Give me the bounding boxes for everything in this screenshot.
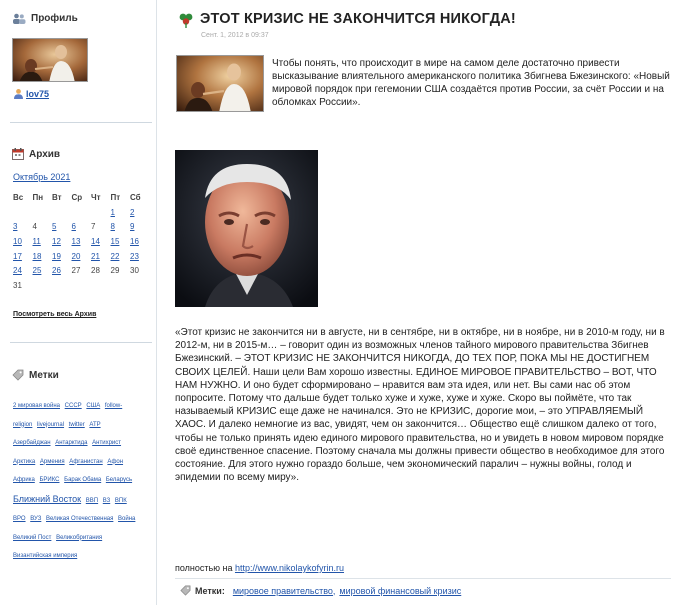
calendar-cell	[111, 263, 131, 278]
tag-link[interactable]: Великая Отечественная	[46, 516, 114, 522]
calendar-day-link[interactable]: 16	[130, 236, 139, 246]
calendar-weekday: Чт	[91, 192, 101, 202]
post-source	[175, 563, 344, 573]
tag-link[interactable]: Антарктида	[55, 440, 88, 446]
column-divider	[156, 0, 157, 605]
calendar-weekday-row	[13, 189, 150, 205]
tag-link[interactable]: follow-	[104, 403, 123, 409]
calendar-week	[13, 263, 150, 278]
calendar-cell	[72, 278, 92, 293]
calendar-cell	[33, 263, 53, 278]
post-tags	[180, 585, 461, 596]
calendar-cell	[52, 278, 72, 293]
calendar-month-link[interactable]: Октябрь 2021	[13, 172, 71, 182]
calendar-day-link[interactable]: 18	[32, 251, 42, 261]
tag-link[interactable]: Война	[118, 516, 136, 522]
calendar-cell	[13, 249, 33, 264]
calendar-day-link[interactable]: 12	[52, 236, 61, 246]
calendar-cell	[111, 249, 131, 264]
calendar-day-link[interactable]: 23	[130, 251, 139, 261]
calendar-cell	[33, 278, 53, 293]
tag-link[interactable]: США	[86, 403, 101, 409]
calendar-cell	[130, 278, 150, 293]
calendar-day-link[interactable]: 15	[110, 236, 120, 246]
calendar-cell	[13, 234, 33, 249]
calendar-day-link[interactable]: 20	[71, 251, 81, 261]
tag-link[interactable]: Великий Пост	[13, 534, 52, 541]
calendar-cell	[130, 249, 150, 264]
tag-cloud	[13, 397, 143, 566]
post-divider	[175, 578, 671, 579]
tags-heading	[12, 369, 59, 381]
sidebar-divider	[10, 342, 152, 343]
portrait-photo	[175, 150, 318, 307]
calendar-weekday: Пт	[110, 192, 121, 202]
calendar-cell	[72, 220, 92, 235]
people-icon	[12, 13, 26, 24]
calendar-week	[13, 249, 150, 264]
calendar-cell	[91, 220, 111, 235]
tag-link[interactable]: livejournal	[37, 421, 65, 428]
tag-link[interactable]: ВВП	[85, 497, 99, 504]
calendar-weekday: Ср	[71, 192, 83, 202]
calendar-cell	[52, 234, 72, 249]
calendar-cell	[130, 220, 150, 235]
tag-link[interactable]: Беларусь	[105, 477, 133, 483]
profile-heading	[12, 13, 78, 24]
tag-link[interactable]: Африка	[13, 477, 35, 483]
calendar-week	[13, 205, 150, 220]
calendar-day: 30	[130, 266, 139, 276]
tag-link[interactable]: twitter	[68, 421, 85, 428]
calendar-cell	[13, 220, 33, 235]
tag-link[interactable]: Великобритания	[56, 534, 103, 541]
calendar-cell	[130, 205, 150, 220]
calendar-day: 7	[91, 222, 96, 232]
calendar-cell	[52, 205, 72, 220]
post-date: Сент. 1, 2012 в 09:37	[201, 32, 269, 39]
calendar-cell	[91, 205, 111, 220]
archive-calendar	[13, 189, 150, 293]
calendar-day-link[interactable]: 22	[110, 251, 120, 261]
post-quote: «Этот кризис не закончится ни в августе, ни в сентябре, ни в октябре, ни в ноябре, ни в 2010-м году, ни в 2012-м, ни в 2015-м… – говорит один из возможных членов тайного мирового правительства Збигнев Бжезинский. – ЭТОТ КРИЗИС НЕ ЗАКОНЧИТСЯ НИКОГДА, ДО ТЕХ ПОР, ПОКА МЫ НЕ ДОСТИГНЕМ СВОИХ ЦЕЛЕЙ. Наши цели Вам хорошо известны. ЕДИНОЕ МИРОВОЕ ПРАВИТЕЛЬСТВО – ВОТ, ЧТО НАМ НУЖНО. И оно будет сформировано – нравится вам эта идея, или нет. Вы сами нас об этом попросите. Потому что дальше будет только хуже и хуже, хуже и хуже. Скоро вы поймёте, что так называемый КРИЗИС еще даже не начинался. Это не КРИЗИС, дорогие мои, – это УПРАВЛЯЕМЫЙ ХАОС. И далеко немногие из вас, увидят, чем он закончится… Общество ещё слишком далеко от того, чтобы не только принять идею единого мирового правительства, но и увидеть в новом мировом порядке своё единственное спасение. Поэтому сначала мы должны привести общество в необходимое для этого состояние. Для этого нужно гораздо больше, чем экономический паралич – нужны войны, голод и эпидемии по всему миру».	[175, 327, 665, 484]
calendar-day-link[interactable]: 17	[13, 251, 22, 261]
calendar-day-link[interactable]: 13	[71, 236, 81, 246]
calendar-day-link[interactable]: 2	[130, 207, 135, 217]
tag-link[interactable]: Барак Обама	[64, 477, 102, 483]
tag-link[interactable]: Византийская империя	[13, 553, 78, 559]
calendar-cell	[52, 263, 72, 278]
calendar-weekday: Сб	[130, 192, 141, 202]
calendar-day-link[interactable]: 19	[52, 251, 61, 261]
post-title[interactable]: ЭТОТ КРИЗИС НЕ ЗАКОНЧИТСЯ НИКОГДА!	[200, 11, 516, 27]
tag-link[interactable]: АТР	[89, 421, 101, 428]
tag-link[interactable]: religion	[13, 421, 33, 428]
sidebar	[0, 0, 156, 605]
calendar-cell	[13, 278, 33, 293]
calendar-cell	[91, 278, 111, 293]
calendar-cell	[33, 220, 53, 235]
username-link[interactable]: lov75	[26, 88, 50, 99]
tag-link[interactable]: Азербайджан	[13, 440, 51, 446]
calendar-cell	[72, 249, 92, 264]
user-icon	[13, 88, 24, 99]
calendar-cell	[111, 220, 131, 235]
calendar-cell	[111, 205, 131, 220]
tag-link[interactable]: Афон	[107, 458, 124, 465]
calendar-cell	[130, 234, 150, 249]
source-label: полностью на	[175, 563, 233, 573]
calendar-cell	[33, 234, 53, 249]
post-thumbnail	[176, 55, 264, 112]
view-all-archive-link[interactable]: Посмотреть весь Архив	[13, 311, 97, 318]
calendar-day-link[interactable]: 24	[13, 266, 22, 276]
calendar-day-link[interactable]: 21	[91, 251, 100, 261]
calendar-day-link[interactable]: 6	[71, 222, 76, 232]
calendar-day-link[interactable]: 5	[52, 222, 57, 232]
calendar-day-link[interactable]: 9	[130, 222, 135, 232]
calendar-day-link[interactable]: 1	[110, 207, 115, 217]
clover-icon	[178, 12, 194, 33]
calendar-week	[13, 278, 150, 293]
calendar-weekday: Вс	[13, 192, 24, 202]
avatar[interactable]	[12, 38, 88, 82]
calendar-cell	[91, 234, 111, 249]
archive-heading-label: Архив	[29, 148, 61, 160]
calendar-cell	[111, 234, 131, 249]
tag-link[interactable]: Ближний Восток	[13, 493, 82, 504]
source-link[interactable]: http://www.nikolaykofyrin.ru	[234, 563, 345, 573]
post-intro: Чтобы понять, что происходит в мире на самом деле достаточно привести высказывание влиятельного американского политика Збигнева Бжезинского: «Новый мировой порядок при гегемонии США создаётся против России, за счёт России и на обломках России».	[272, 58, 670, 108]
calendar-cell	[111, 278, 131, 293]
calendar-cell	[130, 263, 150, 278]
profile-user[interactable]	[13, 88, 49, 99]
calendar-day-link[interactable]: 10	[13, 236, 22, 246]
tag-link[interactable]: ВПК	[114, 497, 127, 504]
calendar-day-link[interactable]: 3	[13, 222, 18, 232]
post-tag-link[interactable]: мировое правительство,	[232, 585, 336, 596]
tag-link[interactable]: 2 мировая война	[13, 403, 60, 409]
tags-heading-label: Метки	[29, 369, 59, 381]
post-tags-label: Метки:	[195, 585, 225, 596]
post-tag-link[interactable]: мировой финансовый кризис	[339, 585, 462, 596]
calendar-cell	[13, 205, 33, 220]
calendar-day-link[interactable]: 26	[52, 266, 61, 276]
tag-link[interactable]: БРИКС	[39, 477, 60, 483]
tag-link[interactable]: Арктика	[13, 458, 36, 465]
calendar-day: 31	[13, 280, 22, 290]
calendar-cell	[33, 249, 53, 264]
calendar-cell	[52, 220, 72, 235]
calendar-week	[13, 220, 150, 235]
tag-icon	[12, 369, 24, 381]
sidebar-divider	[10, 122, 152, 123]
calendar-day-link[interactable]: 25	[32, 266, 42, 276]
tag-link[interactable]: ВЗ	[102, 497, 111, 504]
tag-link[interactable]: Армения	[39, 458, 65, 465]
calendar-day: 4	[32, 222, 37, 232]
profile-heading-label: Профиль	[31, 13, 78, 24]
tag-icon	[180, 585, 191, 596]
calendar-day: 28	[91, 266, 100, 276]
calendar-cell	[91, 263, 111, 278]
tag-link[interactable]: Афганистан	[69, 458, 103, 465]
calendar-cell	[72, 234, 92, 249]
calendar-week	[13, 234, 150, 249]
calendar-cell	[13, 263, 33, 278]
calendar-days	[13, 205, 150, 293]
tag-link[interactable]: Антихрист	[92, 440, 122, 446]
calendar-weekday: Пн	[32, 192, 44, 202]
calendar-day: 27	[71, 266, 81, 276]
calendar-cell	[52, 249, 72, 264]
tag-link[interactable]: СССР	[64, 403, 82, 409]
tag-link[interactable]: ВРО	[13, 516, 26, 522]
calendar-day-link[interactable]: 14	[91, 236, 100, 246]
calendar-weekday: Вт	[52, 192, 62, 202]
calendar-cell	[91, 249, 111, 264]
calendar-cell	[33, 205, 53, 220]
tag-link[interactable]: ВУЗ	[30, 516, 42, 522]
calendar-day: 29	[110, 266, 120, 276]
calendar-cell	[72, 205, 92, 220]
calendar-icon	[12, 148, 24, 160]
calendar-cell	[72, 263, 92, 278]
calendar-day-link[interactable]: 8	[110, 222, 115, 232]
calendar-day-link[interactable]: 11	[32, 236, 41, 246]
archive-heading	[12, 148, 60, 160]
